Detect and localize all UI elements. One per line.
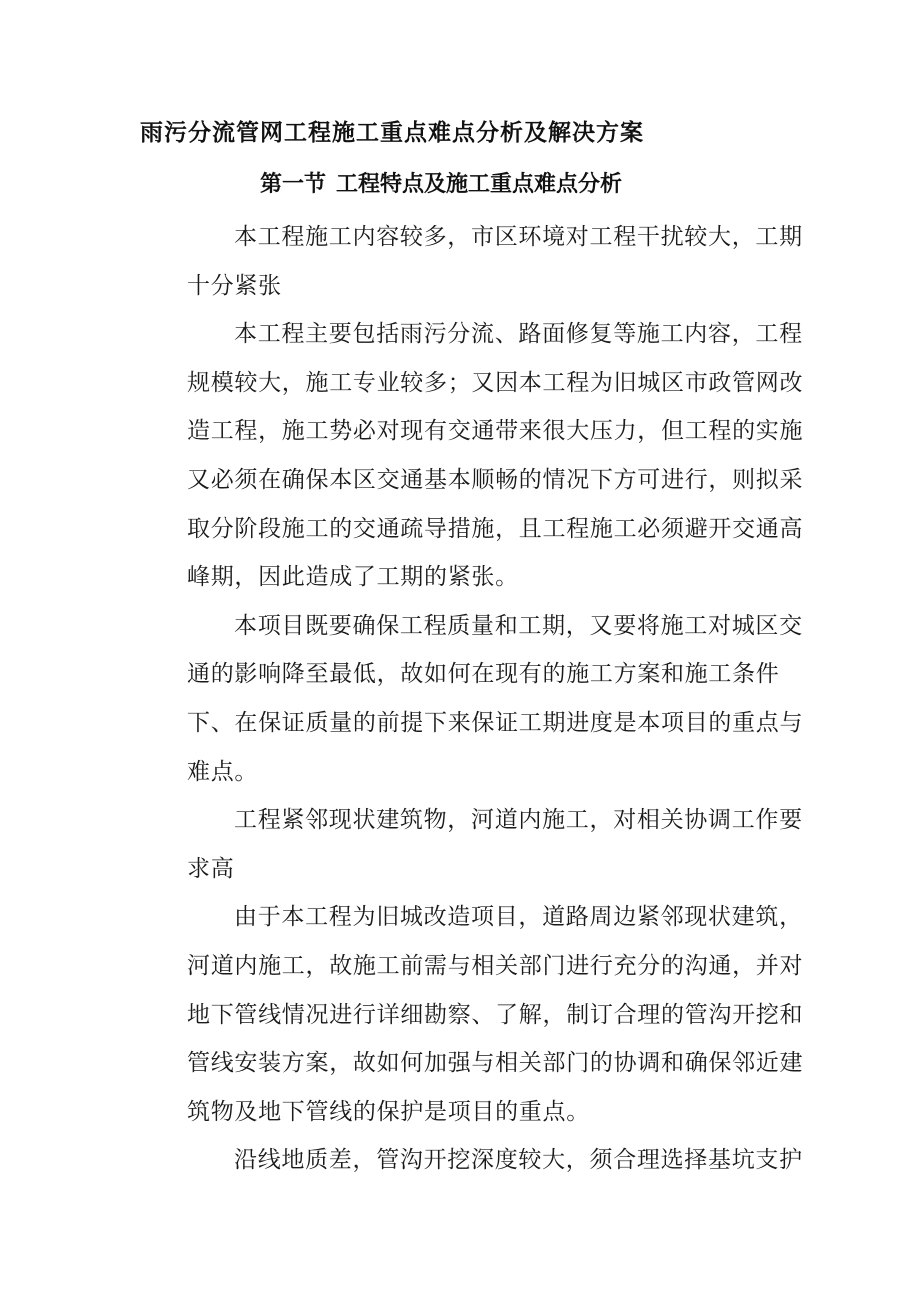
text-line: 由于本工程为旧城改造项目，道路周边紧邻现状建筑， (234, 904, 803, 931)
text-line: 求高 (187, 855, 235, 882)
text-line: 筑物及地下管线的保护是项目的重点。 (187, 1098, 590, 1125)
paragraph-6 (140, 1136, 803, 1185)
paragraph-1 (140, 213, 803, 310)
text-line: 下、在保证质量的前提下来保证工期进度是本项目的重点与 (187, 709, 804, 736)
text-line: 十分紧张 (187, 272, 282, 299)
text-line: 河道内施工，故施工前需与相关部门进行充分的沟通，并对 (187, 952, 804, 979)
paragraph-4 (140, 796, 803, 893)
document-body (140, 213, 804, 1185)
text-line: 沿线地质差，管沟开挖深度较大，须合理选择基坑支护 (234, 1147, 803, 1174)
document-title: 雨污分流管网工程施工重点难点分析及解决方案 (140, 120, 644, 146)
text-line: 管线安装方案，故如何加强与相关部门的协调和确保邻近建 (187, 1050, 804, 1077)
section-number: 第一节 (260, 172, 327, 197)
text-line: 造工程，施工势必对现有交通带来很大压力，但工程的实施 (187, 418, 804, 445)
text-line: 工程紧邻现状建筑物，河道内施工，对相关协调工作要 (234, 807, 803, 834)
text-line: 本工程主要包括雨污分流、路面修复等施工内容，工程 (234, 321, 803, 348)
text-line: 难点。 (187, 758, 259, 785)
text-line: 取分阶段施工的交通疏导措施，且工程施工必须避开交通高 (187, 515, 804, 542)
section-heading (260, 170, 622, 200)
paragraph-5 (140, 893, 804, 1136)
text-line: 地下管线情况进行详细勘察、了解，制订合理的管沟开挖和 (187, 1001, 804, 1028)
text-line: 通的影响降至最低，故如何在现有的施工方案和施工条件 (187, 661, 780, 688)
text-line: 本项目既要确保工程质量和工期，又要将施工对城区交 (234, 612, 803, 639)
paragraph-2 (140, 310, 804, 602)
text-line: 又必须在确保本区交通基本顺畅的情况下方可进行，则拟采 (187, 466, 804, 493)
text-line: 规模较大，施工专业较多；又因本工程为旧城区市政管网改 (187, 369, 804, 396)
text-line: 本工程施工内容较多，市区环境对工程干扰较大，工期 (234, 224, 803, 250)
text-line: 峰期，因此造成了工期的紧张。 (187, 564, 519, 591)
paragraph-3 (140, 602, 804, 796)
section-heading-text: 工程特点及施工重点难点分析 (336, 172, 623, 197)
